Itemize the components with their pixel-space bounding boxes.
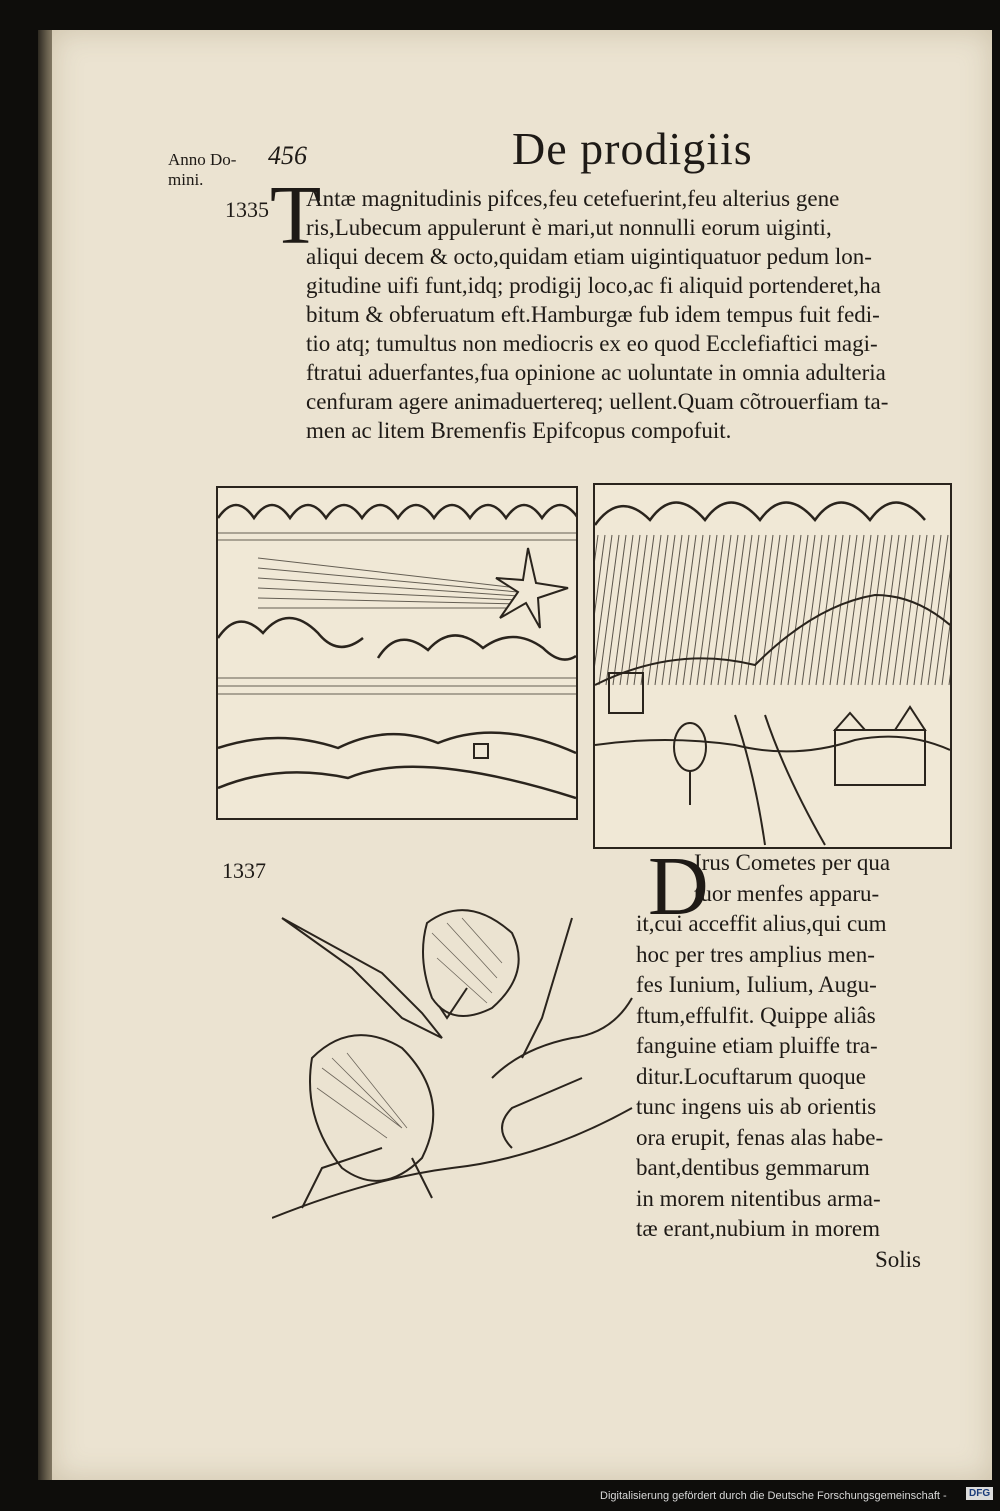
text-line: fanguine etiam pluiffe tra-: [636, 1033, 878, 1058]
text-line: Irus Cometes per qua: [694, 850, 891, 875]
text-line: Antæ magnitudinis pifces,feu cetefuerint,feu alterius gene: [306, 186, 840, 211]
margin-note: [168, 150, 236, 190]
locusts-woodcut: [272, 878, 634, 1226]
text-line: tunc ingens uis ab orientis: [636, 1094, 877, 1119]
text-line: tæ erant,nubium in morem: [636, 1216, 881, 1241]
rain-illustration: [595, 485, 950, 847]
page-number: 456: [268, 141, 307, 170]
rain-stroke: [595, 535, 605, 685]
year-marker: 1335: [225, 197, 269, 222]
text-line: ftum,effulfit. Quippe aliâs: [636, 1002, 876, 1028]
drop-cap: T: [270, 169, 322, 262]
text-line: it,cui acceffit alius,qui cum: [636, 911, 887, 936]
text-line: ftratui aduerfantes,fua opinione ac uoluntate in omnia adulteria: [306, 360, 886, 385]
comet-woodcut: [216, 486, 578, 820]
rain-stroke: [942, 535, 950, 685]
text-line: bant,dentibus gemmarum: [636, 1155, 870, 1180]
text-line: Solis: [874, 1246, 921, 1272]
text-line: ora erupit, fenas alas habe-: [636, 1124, 884, 1150]
text-line: men ac litem Bremenfis Epifcopus compofuit.: [306, 418, 732, 443]
text-line: ditur.Locuftarum quoque: [636, 1063, 866, 1089]
text-line: tio atq; tumultus non mediocris ex eo quod Ecclefiaftici magi-: [306, 331, 878, 356]
text-line: aliqui decem & octo,quidam etiam uigintiquatuor pedum lon-: [306, 244, 872, 269]
rain-stroke: [949, 535, 950, 685]
rain-stroke: [935, 535, 950, 685]
running-title: De prodigiis: [512, 123, 753, 174]
entry-1337-text: [636, 848, 921, 1275]
drop-cap-d: D: [648, 840, 709, 933]
margin-note-line2: mini.: [168, 170, 204, 189]
text-line: gitudine uifi funt,idq; prodigij loco,ac fi aliquid portenderet,ha: [306, 273, 881, 298]
margin-note-line1: Anno Do-: [168, 150, 237, 169]
text-line: ris,Lubecum appulerunt è mari,ut nonnulli eorum uiginti,: [306, 215, 832, 240]
text-line: in morem nitentibus arma-: [636, 1185, 881, 1211]
text-line: fes Iunium, Iulium, Augu-: [636, 972, 877, 997]
entry-1335-text: [306, 184, 918, 445]
locusts-illustration: [272, 878, 634, 1226]
text-line: hoc per tres amplius men-: [636, 941, 875, 967]
text-line: bitum & obferuatum eft.Hamburgæ fub idem tempus fuit fedi-: [306, 302, 880, 327]
rain-woodcut: [593, 483, 952, 849]
comet-illustration: [218, 488, 576, 818]
text-line: cenfuram agere animaduertereq; uellent.Quam cõtrouerfiam ta-: [306, 389, 889, 414]
digitization-credit: Digitalisierung gefördert durch die Deutsche Forschungsgemeinschaft -: [600, 1490, 947, 1502]
year-marker-1337: 1337: [222, 858, 266, 883]
text-line: tuor menfes apparu-: [694, 880, 880, 906]
dfg-logo: DFG: [966, 1487, 993, 1500]
